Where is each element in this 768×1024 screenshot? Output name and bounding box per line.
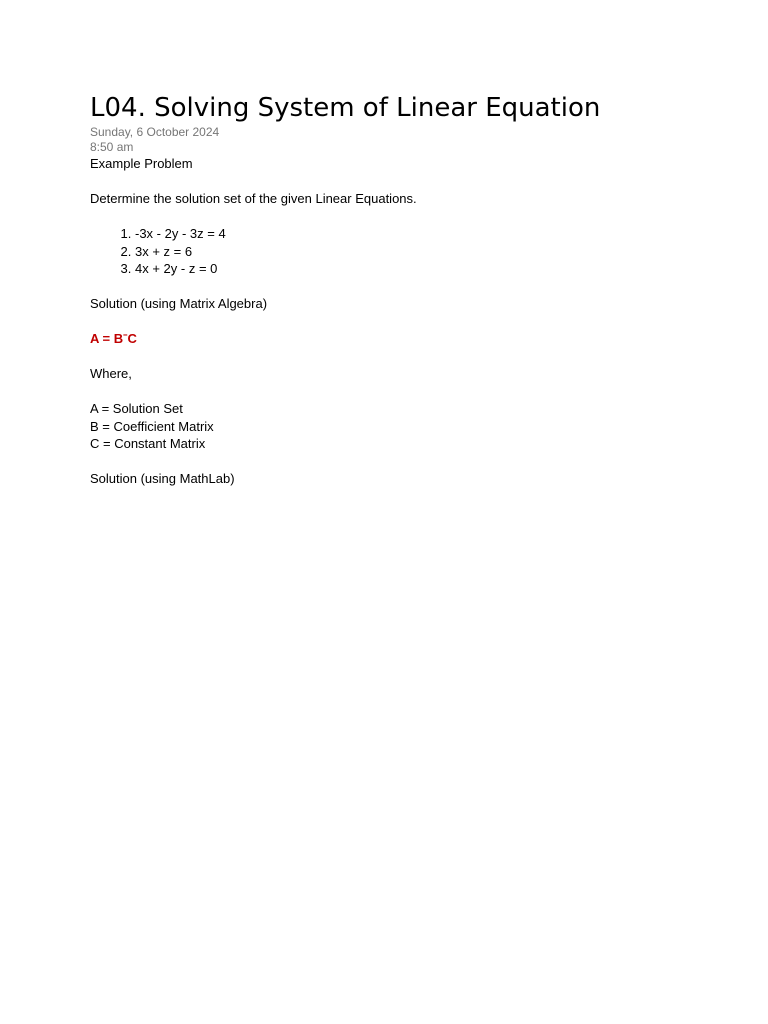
spacer	[90, 453, 730, 471]
formula-text: A = BˉC	[90, 331, 137, 346]
page-time: 8:50 am	[90, 140, 134, 154]
solution-mathlab-label: Solution (using MathLab)	[90, 471, 235, 486]
list-item: 3. 4x + 2y - z = 0	[135, 260, 730, 278]
spacer	[90, 313, 730, 331]
instruction-text: Determine the solution set of the given Linear Equations.	[90, 191, 417, 206]
spacer	[90, 208, 730, 226]
list-item: 1. -3x - 2y - 3z = 4	[135, 225, 730, 243]
note-page	[90, 92, 730, 488]
solution-matrix-label: Solution (using Matrix Algebra)	[90, 296, 268, 311]
spacer	[90, 173, 730, 191]
list-item: 2. 3x + z = 6	[135, 243, 730, 261]
spacer	[90, 348, 730, 366]
where-label: Where,	[90, 366, 132, 381]
definition-line: A = Solution Set	[90, 401, 183, 416]
spacer	[90, 383, 730, 401]
definition-line: B = Coefficient Matrix	[90, 418, 214, 434]
definition-line: C = Constant Matrix	[90, 436, 206, 451]
page-date: Sunday, 6 October 2024	[90, 125, 220, 139]
equation-list	[90, 225, 730, 278]
page-title: L04. Solving System of Linear Equation	[90, 93, 601, 123]
example-heading: Example Problem	[90, 156, 193, 171]
spacer	[90, 278, 730, 296]
